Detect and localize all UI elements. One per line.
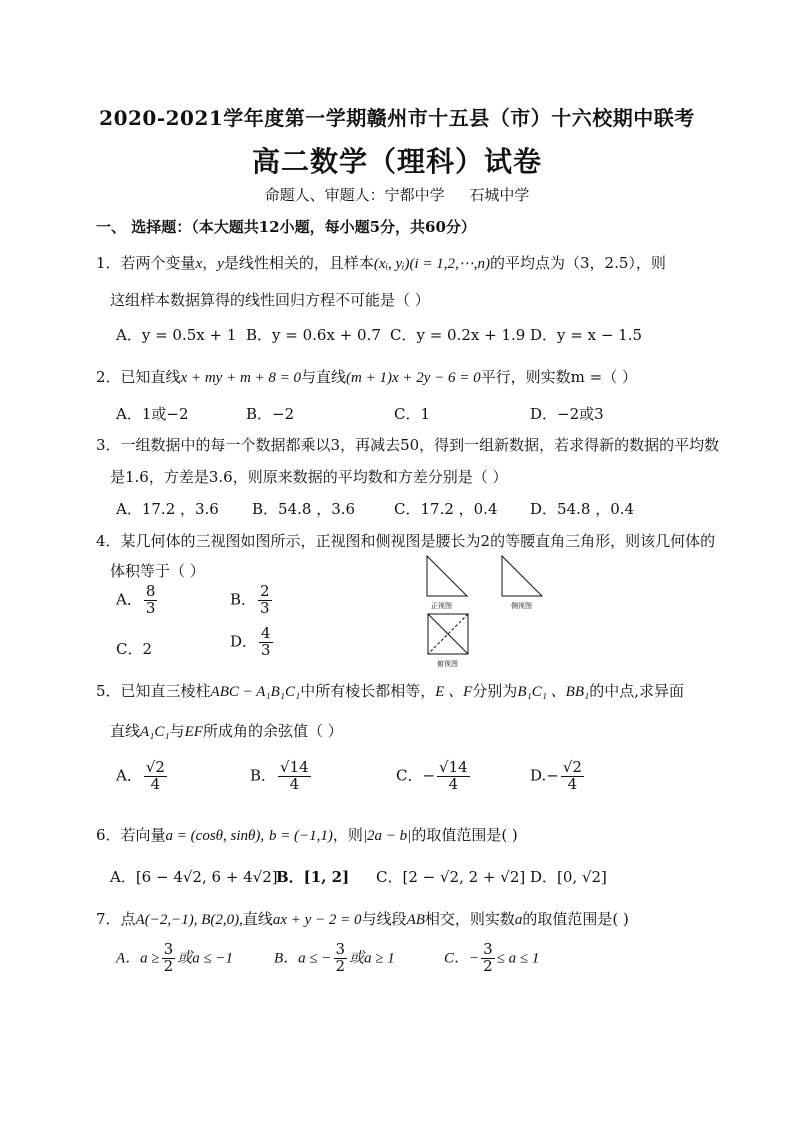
q4-option-c[interactable]: C．2 xyxy=(116,640,153,658)
fraction-numerator: 4 xyxy=(261,624,271,642)
q1-option-c[interactable]: C．y = 0.2x + 1.9 xyxy=(390,326,526,344)
q7-option-a-fraction xyxy=(162,942,176,975)
fraction-denominator: 2 xyxy=(335,956,346,975)
q1-sep: ， xyxy=(202,254,218,272)
q6-vector-b: b = (−1,1) xyxy=(268,828,333,844)
q6-text-a: 6．若向量 xyxy=(96,826,166,844)
q7-text-c: 与线段 xyxy=(361,910,407,928)
q1-stem-line1 xyxy=(96,252,666,273)
q7-text-e: 的取值范围是( ) xyxy=(522,910,629,928)
q1-option-d[interactable]: D．y = x − 1.5 xyxy=(530,326,643,344)
q5-text-e: 直线 xyxy=(110,722,141,740)
q6-stem xyxy=(96,824,518,845)
q7-option-c-fraction xyxy=(481,942,495,975)
q4-stem-line2: 体积等于（ ） xyxy=(110,562,205,580)
q7-option-a-post: 或a ≤ −1 xyxy=(177,950,234,967)
q5-option-a-label: A． xyxy=(116,766,142,785)
q4-option-d[interactable] xyxy=(230,626,275,659)
fraction-denominator: 4 xyxy=(150,774,161,793)
q5-option-c-label: C．− xyxy=(396,766,436,785)
fraction-numerator: √2 xyxy=(562,758,582,776)
q4-option-b-fraction xyxy=(258,584,272,617)
q6-option-c[interactable]: C．[2 − √2, 2 + √2] xyxy=(376,868,526,886)
q5-option-c[interactable] xyxy=(396,760,472,793)
fraction-denominator: 2 xyxy=(483,956,493,975)
authors-school2: 石城中学 xyxy=(469,186,530,204)
top-view-diagonal xyxy=(428,614,468,654)
q4-option-d-fraction xyxy=(259,626,273,659)
q4-option-b[interactable] xyxy=(230,584,274,617)
q5-stem-line1 xyxy=(96,680,684,701)
q7-option-b-fraction xyxy=(334,942,348,975)
q7-option-b-post: 或a ≥ 1 xyxy=(349,950,395,967)
q2-eq2: (m + 1)x + 2y − 6 = 0 xyxy=(346,370,481,386)
q4-option-a-fraction xyxy=(144,584,158,617)
q7-text-b: 直线 xyxy=(242,910,273,928)
q5-text-d: 的中点,求异面 xyxy=(589,682,684,700)
exam-subject-title: 高二数学（理科）试卷 xyxy=(251,145,542,178)
q4-option-d-label: D． xyxy=(230,632,258,651)
exam-authors xyxy=(0,184,794,205)
fraction-numerator: 3 xyxy=(335,940,346,958)
q5-option-c-fraction xyxy=(437,760,470,793)
q1-sample: (xᵢ, yᵢ)(i = 1,2,⋯,n) xyxy=(373,256,491,272)
q7-option-a-pre: A．a ≥ xyxy=(116,950,160,967)
q5-text-c: 分别为 xyxy=(472,682,518,700)
q5-line2: EF xyxy=(184,724,203,740)
front-view-triangle xyxy=(427,556,467,596)
fraction-denominator: 3 xyxy=(145,598,156,617)
q1-option-b[interactable]: B．y = 0.6x + 0.7 xyxy=(246,326,381,344)
q5-text-f: 与 xyxy=(169,722,185,740)
q2-text-a: 2．已知直线 xyxy=(96,368,181,386)
q7-segment: AB xyxy=(406,912,425,928)
q7-line-equation: ax + y − 2 = 0 xyxy=(272,912,362,928)
q2-text-c: 平行，则实数m =（ ） xyxy=(480,368,638,386)
q7-option-a[interactable] xyxy=(116,942,233,975)
q5-prism: ABC − A₁B₁C₁ xyxy=(210,684,301,700)
fraction-denominator: 2 xyxy=(163,956,174,975)
q2-option-c[interactable]: C．1 xyxy=(394,405,431,423)
q7-text-a: 7．点 xyxy=(96,910,136,928)
fraction-numerator: 8 xyxy=(145,582,156,600)
q6-option-b[interactable]: B．[1, 2] xyxy=(276,868,350,886)
authors-label: 命题人、审题人：宁都中学 xyxy=(264,186,445,204)
q3-option-b[interactable]: B．54.8 ，3.6 xyxy=(252,500,356,518)
q2-option-a[interactable]: A．1或−2 xyxy=(116,405,189,423)
fraction-denominator: 4 xyxy=(289,774,300,793)
q3-stem-line2: 是1.6，方差是3.6，则原来数据的平均数和方差分别是（ ） xyxy=(110,468,508,486)
q1-var-y: y xyxy=(217,256,224,272)
q6-option-d[interactable]: D．[0, √2] xyxy=(530,868,607,886)
fraction-denominator: 4 xyxy=(567,774,578,793)
q6-option-a[interactable]: A．[6 − 4√2, 6 + 4√2] xyxy=(110,868,278,886)
q1-var-x: x xyxy=(195,256,203,272)
q2-option-d[interactable]: D．−2或3 xyxy=(530,405,604,423)
q3-stem-line1: 3．一组数据中的每一个数据都乘以3，再减去50，得到一组新数据，若求得新的数据的平均数 xyxy=(96,436,720,454)
q6-text-c: 的取值范围是( ) xyxy=(411,826,518,844)
exam-header-title: 2020-2021学年度第一学期赣州市十五县（市）十六校期中联考 xyxy=(99,106,695,130)
q7-option-c-pre: C．− xyxy=(444,950,480,967)
q1-text-c: 的平均点为（3，2.5），则 xyxy=(490,254,666,272)
q7-var-a: a xyxy=(514,912,523,928)
q6-text-b: ，则 xyxy=(332,826,363,844)
fraction-denominator: 3 xyxy=(260,598,270,617)
q5-line1: A₁C₁ xyxy=(140,724,170,740)
fraction-denominator: 4 xyxy=(448,774,459,793)
q5-option-a-fraction xyxy=(144,760,167,793)
q3-option-a[interactable]: A．17.2 ，3.6 xyxy=(116,500,219,518)
q2-eq1: x + my + m + 8 = 0 xyxy=(180,370,302,386)
q5-option-b-fraction xyxy=(278,760,311,793)
q1-option-a[interactable]: A．y = 0.5x + 1 xyxy=(116,326,237,344)
q5-stem-line2 xyxy=(110,720,343,741)
q5-text-b: 中所有棱长都相等， xyxy=(300,682,436,700)
section-heading: 一、 选择题：（本大题共12小题，每小题5分，共60分） xyxy=(96,218,476,236)
q6-vector-a: a = (cosθ, sinθ), xyxy=(165,828,265,844)
fraction-denominator: 3 xyxy=(261,640,271,659)
q5-option-a[interactable] xyxy=(116,760,169,793)
q7-stem xyxy=(96,908,629,929)
q7-option-b-pre: B．a ≤ − xyxy=(274,950,332,967)
fraction-numerator: 2 xyxy=(260,582,270,600)
q7-text-d: 相交，则实数 xyxy=(424,910,515,928)
fraction-numerator: 3 xyxy=(163,940,174,958)
q2-stem xyxy=(96,366,637,387)
q3-option-c[interactable]: C．17.2 ，0.4 xyxy=(394,500,498,518)
q7-option-c[interactable] xyxy=(444,942,539,975)
fraction-numerator: √14 xyxy=(280,758,309,776)
q5-option-b[interactable] xyxy=(250,760,313,793)
side-view-triangle xyxy=(502,556,542,596)
top-view-label: 俯视图 xyxy=(437,660,458,668)
q2-text-b: 与直线 xyxy=(301,368,347,386)
q5-option-d-fraction xyxy=(561,760,584,793)
fraction-numerator: √14 xyxy=(439,758,468,776)
q5-option-d-label: D.− xyxy=(530,766,559,785)
q5-points: E 、F xyxy=(435,684,473,700)
q5-option-b-label: B． xyxy=(250,766,277,785)
fraction-numerator: 3 xyxy=(483,940,493,958)
q2-option-b[interactable]: B．−2 xyxy=(246,405,295,423)
q1-text-b: 是线性相关的，且样本 xyxy=(223,254,374,272)
q5-text-a: 5．已知直三棱柱 xyxy=(96,682,211,700)
q3-option-d[interactable]: D．54.8 ，0.4 xyxy=(530,500,635,518)
side-view-label: 侧视图 xyxy=(511,602,532,610)
fraction-numerator: √2 xyxy=(145,758,165,776)
q5-segments: B₁C₁ 、BB₁ xyxy=(517,684,590,700)
q4-three-view-figure xyxy=(424,552,554,670)
q1-stem-line2: 这组样本数据算得的线性回归方程不可能是（ ） xyxy=(110,291,430,309)
q4-stem-line1: 4．某几何体的三视图如图所示，正视图和侧视图是腰长为2的等腰直角三角形，则该几何体的 xyxy=(96,532,716,550)
q7-points: A(−2,−1), B(2,0), xyxy=(135,912,243,928)
q7-option-c-post: ≤ a ≤ 1 xyxy=(496,950,540,967)
q5-option-d[interactable] xyxy=(530,760,586,793)
q4-option-b-label: B． xyxy=(230,590,257,609)
q6-expression: |2a − b| xyxy=(362,828,412,844)
q1-text-a: 1．若两个变量 xyxy=(96,254,196,272)
front-view-label: 正视图 xyxy=(431,602,452,610)
q4-option-a-label: A． xyxy=(116,590,142,609)
q7-option-b[interactable] xyxy=(274,942,395,975)
q5-text-g: 所成角的余弦值（ ） xyxy=(202,722,343,740)
q4-option-a[interactable] xyxy=(116,584,159,617)
